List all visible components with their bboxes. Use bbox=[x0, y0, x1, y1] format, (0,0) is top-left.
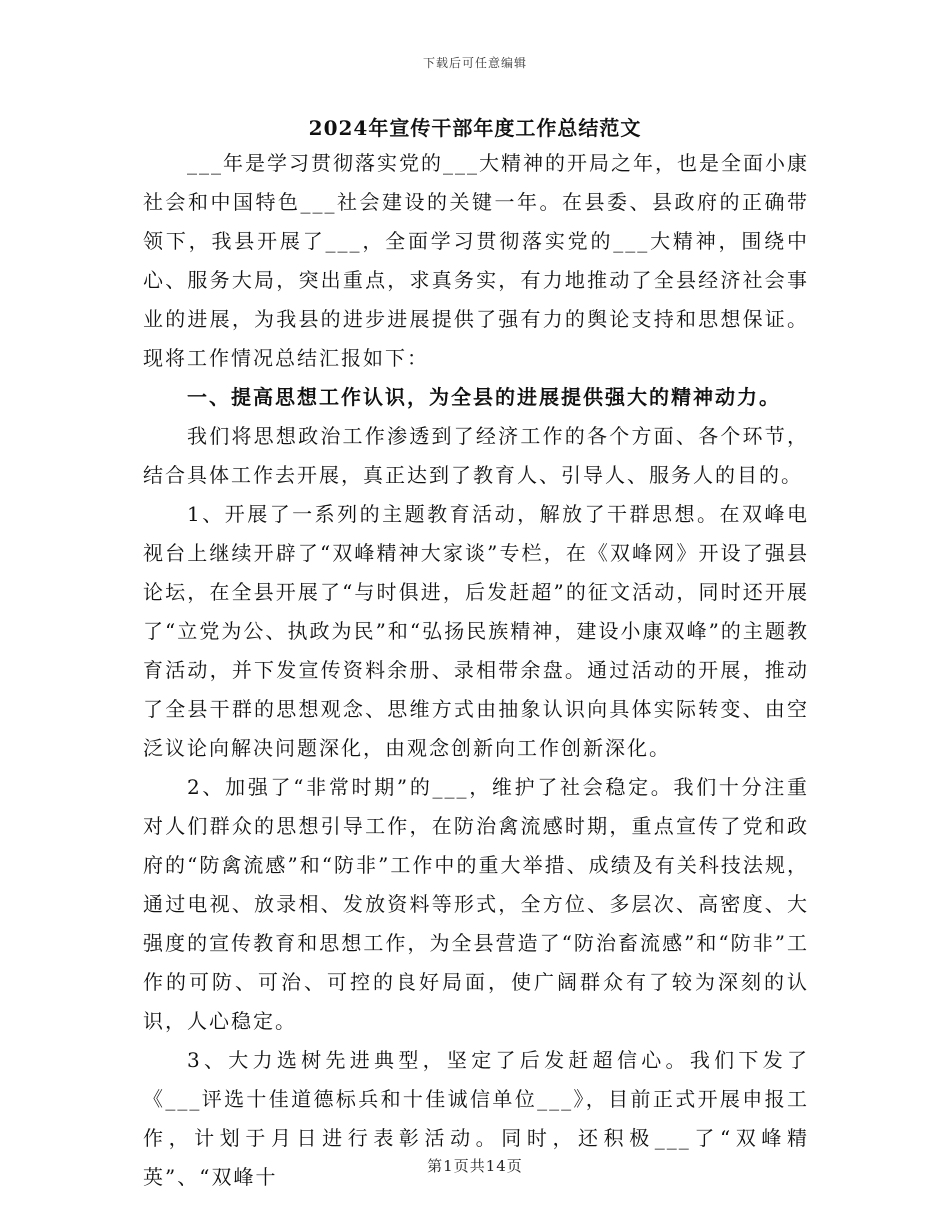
paragraph-item-3: 3、大力选树先进典型，坚定了后发赶超信心。我们下发了《___评选十佳道德标兵和十佳诚信单位___》，目前正式开展申报工作，计划于月日进行表彰活动。同时，还积极___了“双峰精英”、“双峰十 bbox=[143, 1048, 809, 1189]
document-title: 2024年宣传干部年度工作总结范文 bbox=[308, 116, 642, 140]
paragraph-item-1: 1、开展了一系列的主题教育活动，解放了干群思想。在双峰电视台上继续开辟了“双峰精神大家谈”专栏，在《双峰网》开设了强县论坛，在全县开展了“与时俱进，后发赶超”的征文活动，同时还开展了“立党为公、执政为民”和“弘扬民族精神，建设小康双峰”的主题教育活动，并下发宣传资料余册、录相带余盘。通过活动的开展，推动了全县干群的思想观念、思维方式由抽象认识向具体实际转变、由空泛议论向解决问题深化，由观念创新向工作创新深化。 bbox=[143, 502, 809, 760]
page-footer: 第1页共14页 bbox=[427, 1157, 523, 1175]
paragraph-item-2: 2、加强了“非常时期”的___，维护了社会稳定。我们十分注重对人们群众的思想引导工作，在防治禽流感时期，重点宣传了党和政府的“防禽流感”和“防非”工作中的重大举措、成绩及有关科技法规，通过电视、放录相、发放资料等形式，全方位、多层次、高密度、大强度的宣传教育和思想工作，为全县营造了“防治畜流感”和“防非”工作的可防、可治、可控的良好局面，使广阔群众有了较为深刻的认识，人心稳定。 bbox=[143, 775, 809, 1033]
header-note: 下载后可任意编辑 bbox=[422, 56, 527, 70]
document-body bbox=[143, 144, 809, 1197]
section-heading-1: 一、提高思想工作认识，为全县的进展提供强大的精神动力。 bbox=[187, 385, 781, 409]
paragraph-intro: ___年是学习贯彻落实党的___大精神的开局之年，也是全面小康社会和中国特色___社会建设的关键一年。在县委、县政府的正确带领下，我县开展了___，全面学习贯彻落实党的___大精神，围绕中心、服务大局，突出重点，求真务实，有力地推动了全县经济社会事业的进展，为我县的进步进展提供了强有力的舆论支持和思想保证。现将工作情况总结汇报如下： bbox=[143, 151, 809, 370]
paragraph-section-1-intro: 我们将思想政治工作渗透到了经济工作的各个方面、各个环节，结合具体工作去开展，真正达到了教育人、引导人、服务人的目的。 bbox=[143, 424, 809, 487]
